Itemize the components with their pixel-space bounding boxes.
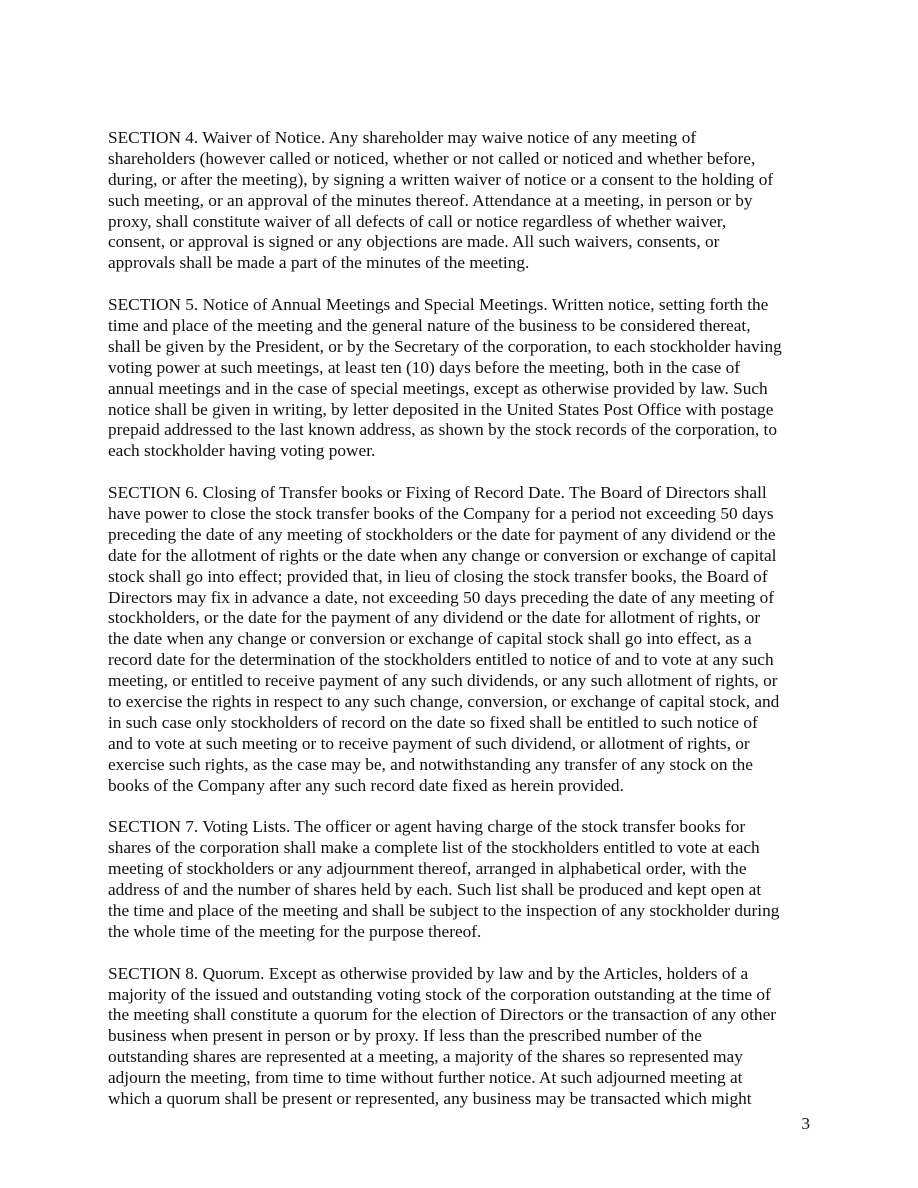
text-line: meeting of stockholders or any adjournment thereof, arranged in alphabetical order, with the [108,859,747,879]
text-line: which a quorum shall be present or represented, any business may be transacted which might [108,1088,752,1108]
text-line: and to vote at such meeting or to receive payment of such dividend, or allotment of rights, or [108,733,750,753]
text-line: majority of the issued and outstanding voting stock of the corporation outstanding at the time of [108,984,771,1004]
text-line: shares of the corporation shall make a complete list of the stockholders entitled to vote at each [108,838,760,858]
document-body [108,128,820,1131]
text-line: SECTION 8. Quorum. Except as otherwise provided by law and by the Articles, holders of a [108,963,749,983]
text-line: the date when any change or conversion or exchange of capital stock shall go into effect, as a [108,629,752,649]
section-7-voting-lists [108,817,820,942]
text-line: preceding the date of any meeting of stockholders or the date for payment of any dividend or the [108,524,776,544]
text-line: to exercise the rights in respect to any such change, conversion, or exchange of capital stock, and [108,692,780,712]
page-number: 3 [801,1114,810,1133]
text-line: approvals shall be made a part of the minutes of the meeting. [108,253,530,273]
text-line: address of and the number of shares held by each. Such list shall be produced and kept open at [108,880,762,900]
text-line: voting power at such meetings, at least ten (10) days before the meeting, both in the case of [108,357,741,377]
section-8-quorum [108,964,820,1110]
text-line: books of the Company after any such record date fixed as herein provided. [108,775,624,795]
text-line: business when present in person or by proxy. If less than the prescribed number of the [108,1026,702,1046]
text-line: notice shall be given in writing, by letter deposited in the United States Post Office with postage [108,399,774,419]
text-line: the time and place of the meeting and shall be subject to the inspection of any stockholder during [108,900,780,920]
text-line: meeting, or entitled to receive payment of any such dividends, or any such allotment of rights, or [108,671,778,691]
text-line: date for the allotment of rights or the date when any change or conversion or exchange of capital [108,545,777,565]
text-line: consent, or approval is signed or any objections are made. All such waivers, consents, or [108,232,720,252]
section-4-waiver-of-notice [108,128,820,274]
text-line: the meeting shall constitute a quorum for the election of Directors or the transaction of any other [108,1005,776,1025]
text-line: SECTION 6. Closing of Transfer books or Fixing of Record Date. The Board of Directors shall [108,483,767,503]
text-line: annual meetings and in the case of special meetings, except as otherwise provided by law. Such [108,378,768,398]
text-line: each stockholder having voting power. [108,441,376,461]
text-line: SECTION 7. Voting Lists. The officer or agent having charge of the stock transfer books for [108,817,746,837]
text-line: prepaid addressed to the last known address, as shown by the stock records of the corporation, to [108,420,777,440]
text-line: stock shall go into effect; provided that, in lieu of closing the stock transfer books, the Board of [108,566,768,586]
text-line: SECTION 4. Waiver of Notice. Any shareholder may waive notice of any meeting of [108,128,697,147]
text-line: exercise such rights, as the case may be, and notwithstanding any transfer of any stock on the [108,754,753,774]
text-line: SECTION 5. Notice of Annual Meetings and Special Meetings. Written notice, setting forth the [108,295,769,315]
text-line: adjourn the meeting, from time to time without further notice. At such adjourned meeting at [108,1068,743,1088]
text-line: shareholders (however called or noticed, whether or not called or noticed and whether before, [108,148,756,168]
text-line: Directors may fix in advance a date, not exceeding 50 days preceding the date of any meeting of [108,587,775,607]
text-line: in such case only stockholders of record on the date so fixed shall be entitled to such notice of [108,712,758,732]
text-line: proxy, shall constitute waiver of all defects of call or notice regardless of whether waiver, [108,211,727,231]
text-line: time and place of the meeting and the general nature of the business to be considered thereat, [108,316,751,336]
text-line: the whole time of the meeting for the purpose thereof. [108,921,482,941]
text-line: stockholders, or the date for the payment of any dividend or the date for allotment of rights, or [108,608,761,628]
section-6-closing-of-transfer-books [108,483,820,796]
text-line: such meeting, or an approval of the minutes thereof. Attendance at a meeting, in person or by [108,190,753,210]
text-line: shall be given by the President, or by the Secretary of the corporation, to each stockholder having [108,336,782,356]
text-line: record date for the determination of the stockholders entitled to notice of and to vote at any such [108,650,774,670]
section-5-notice-of-meetings [108,295,820,462]
text-line: during, or after the meeting), by signing a written waiver of notice or a consent to the holding of [108,169,774,189]
text-line: have power to close the stock transfer books of the Company for a period not exceeding 50 days [108,504,774,524]
text-line: outstanding shares are represented at a meeting, a majority of the shares so represented may [108,1047,743,1067]
